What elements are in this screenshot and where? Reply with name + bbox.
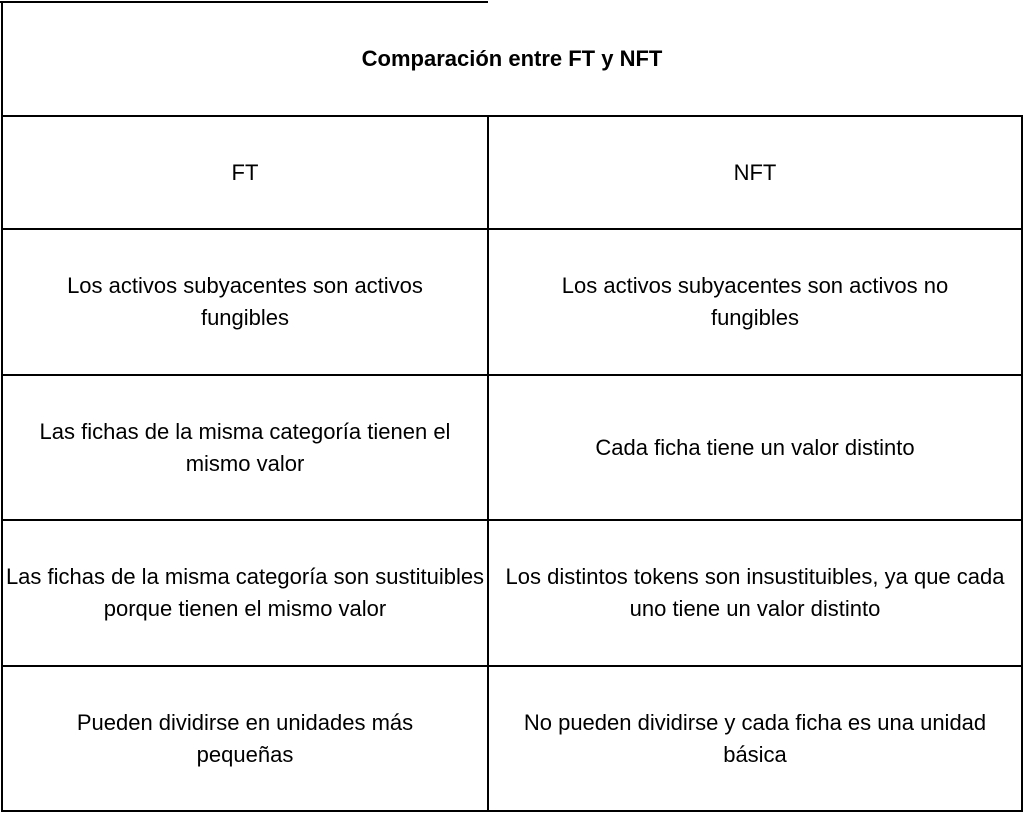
header-nft: NFT xyxy=(733,159,777,185)
row-2-nft: Cada ficha tiene un valor distinto xyxy=(595,434,915,460)
row-4-ft: Pueden dividirse en unidades más pequeñas xyxy=(76,709,414,767)
header-ft: FT xyxy=(231,159,259,185)
border-bottom xyxy=(1,810,1023,812)
row-3-nft: Los distintos tokens son insustituibles, ya que cada uno tiene un valor distinto xyxy=(505,564,1005,621)
row-4-nft: No pueden dividirse y cada ficha es una unidad básica xyxy=(523,709,987,767)
row-3-ft: Las fichas de la misma categoría son sustituibles porque tienen el mismo valor xyxy=(5,564,485,621)
row-2-ft: Las fichas de la misma categoría tienen el mismo valor xyxy=(39,418,451,476)
table-title: Comparación entre FT y NFT xyxy=(361,46,663,71)
border-right xyxy=(1021,115,1023,812)
row-1-ft: Los activos subyacentes son activos fungibles xyxy=(67,273,423,330)
row-1-nft: Los activos subyacentes son activos no fungibles xyxy=(561,273,949,330)
